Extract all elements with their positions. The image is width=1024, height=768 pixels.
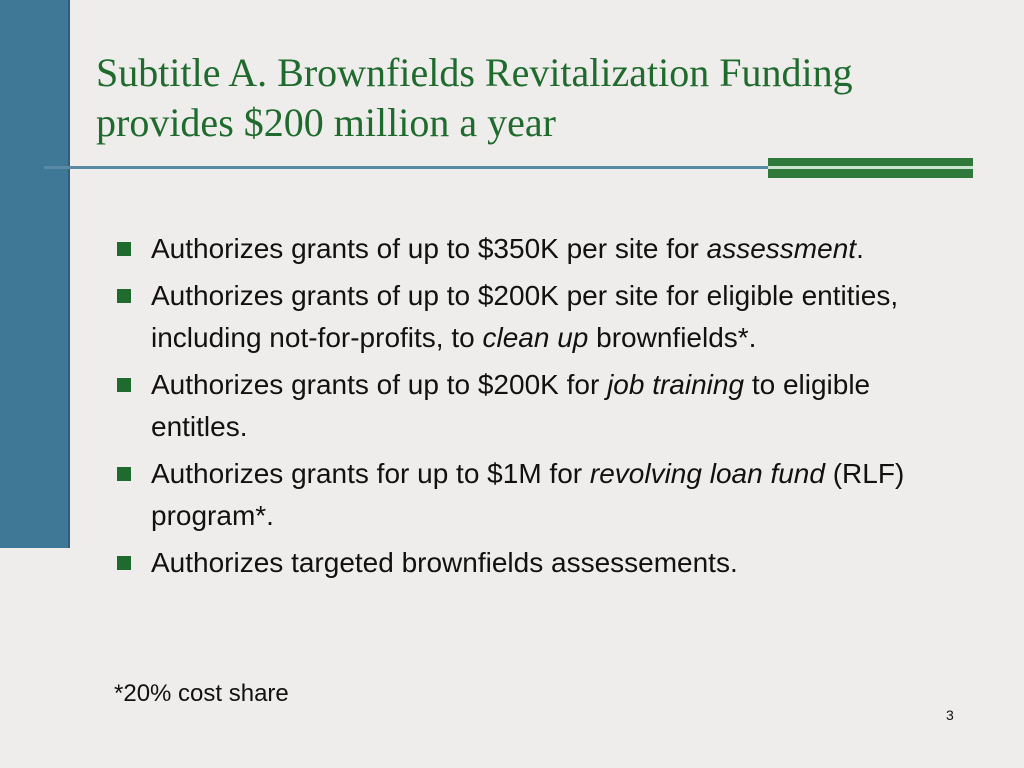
- square-bullet-icon: [117, 242, 131, 256]
- bullet-text-segment: Authorizes grants of up to $200K for: [151, 369, 608, 400]
- bullet-text: [151, 547, 738, 578]
- bullet-item: [114, 364, 954, 448]
- left-bar-edge: [68, 0, 70, 548]
- bullet-text-segment: to eligible entitles.: [151, 369, 871, 442]
- bullet-text-segment: brownfields*.: [588, 322, 757, 353]
- bullet-text: [151, 369, 870, 442]
- square-bullet-icon: [117, 467, 131, 481]
- bullet-text-segment: (RLF) program*.: [151, 458, 905, 531]
- bullet-text-emphasis: job training: [607, 369, 745, 400]
- footnote: *20% cost share: [114, 680, 289, 707]
- bullet-list: [114, 228, 954, 589]
- bullet-item: [114, 453, 954, 537]
- slide-title-line-1: Subtitle A. Brownfields Revitalization Funding: [96, 50, 853, 95]
- bullet-item: [114, 228, 954, 270]
- bullet-text: [151, 458, 904, 531]
- bullet-text-emphasis: revolving loan fund: [589, 458, 825, 489]
- bullet-text-segment: Authorizes grants for up to $1M for: [151, 458, 590, 489]
- bullet-text-segment: Authorizes targeted brownfields assessements.: [151, 547, 738, 578]
- bullet-text-segment: .: [856, 233, 864, 264]
- slide-title-line-2: provides $200 million a year: [96, 100, 556, 145]
- square-bullet-icon: [117, 378, 131, 392]
- bullet-text-emphasis: clean up: [482, 322, 589, 353]
- left-decorative-bar: [0, 0, 68, 548]
- slide-title: [96, 48, 996, 148]
- bullet-item: [114, 275, 954, 359]
- title-divider-line: [44, 166, 768, 169]
- bullet-text: [151, 233, 864, 264]
- square-bullet-icon: [117, 556, 131, 570]
- bullet-item: [114, 542, 954, 584]
- bullet-text-emphasis: assessment: [706, 233, 857, 264]
- title-accent-stripe: [768, 166, 973, 169]
- page-number: 3: [946, 707, 954, 723]
- bullet-text: [151, 280, 898, 353]
- bullet-text-segment: Authorizes grants of up to $350K per site for: [151, 233, 707, 264]
- square-bullet-icon: [117, 289, 131, 303]
- bullet-text-segment: Authorizes grants of up to $200K per site for eligible entities, including not-for-profits, to: [151, 280, 899, 353]
